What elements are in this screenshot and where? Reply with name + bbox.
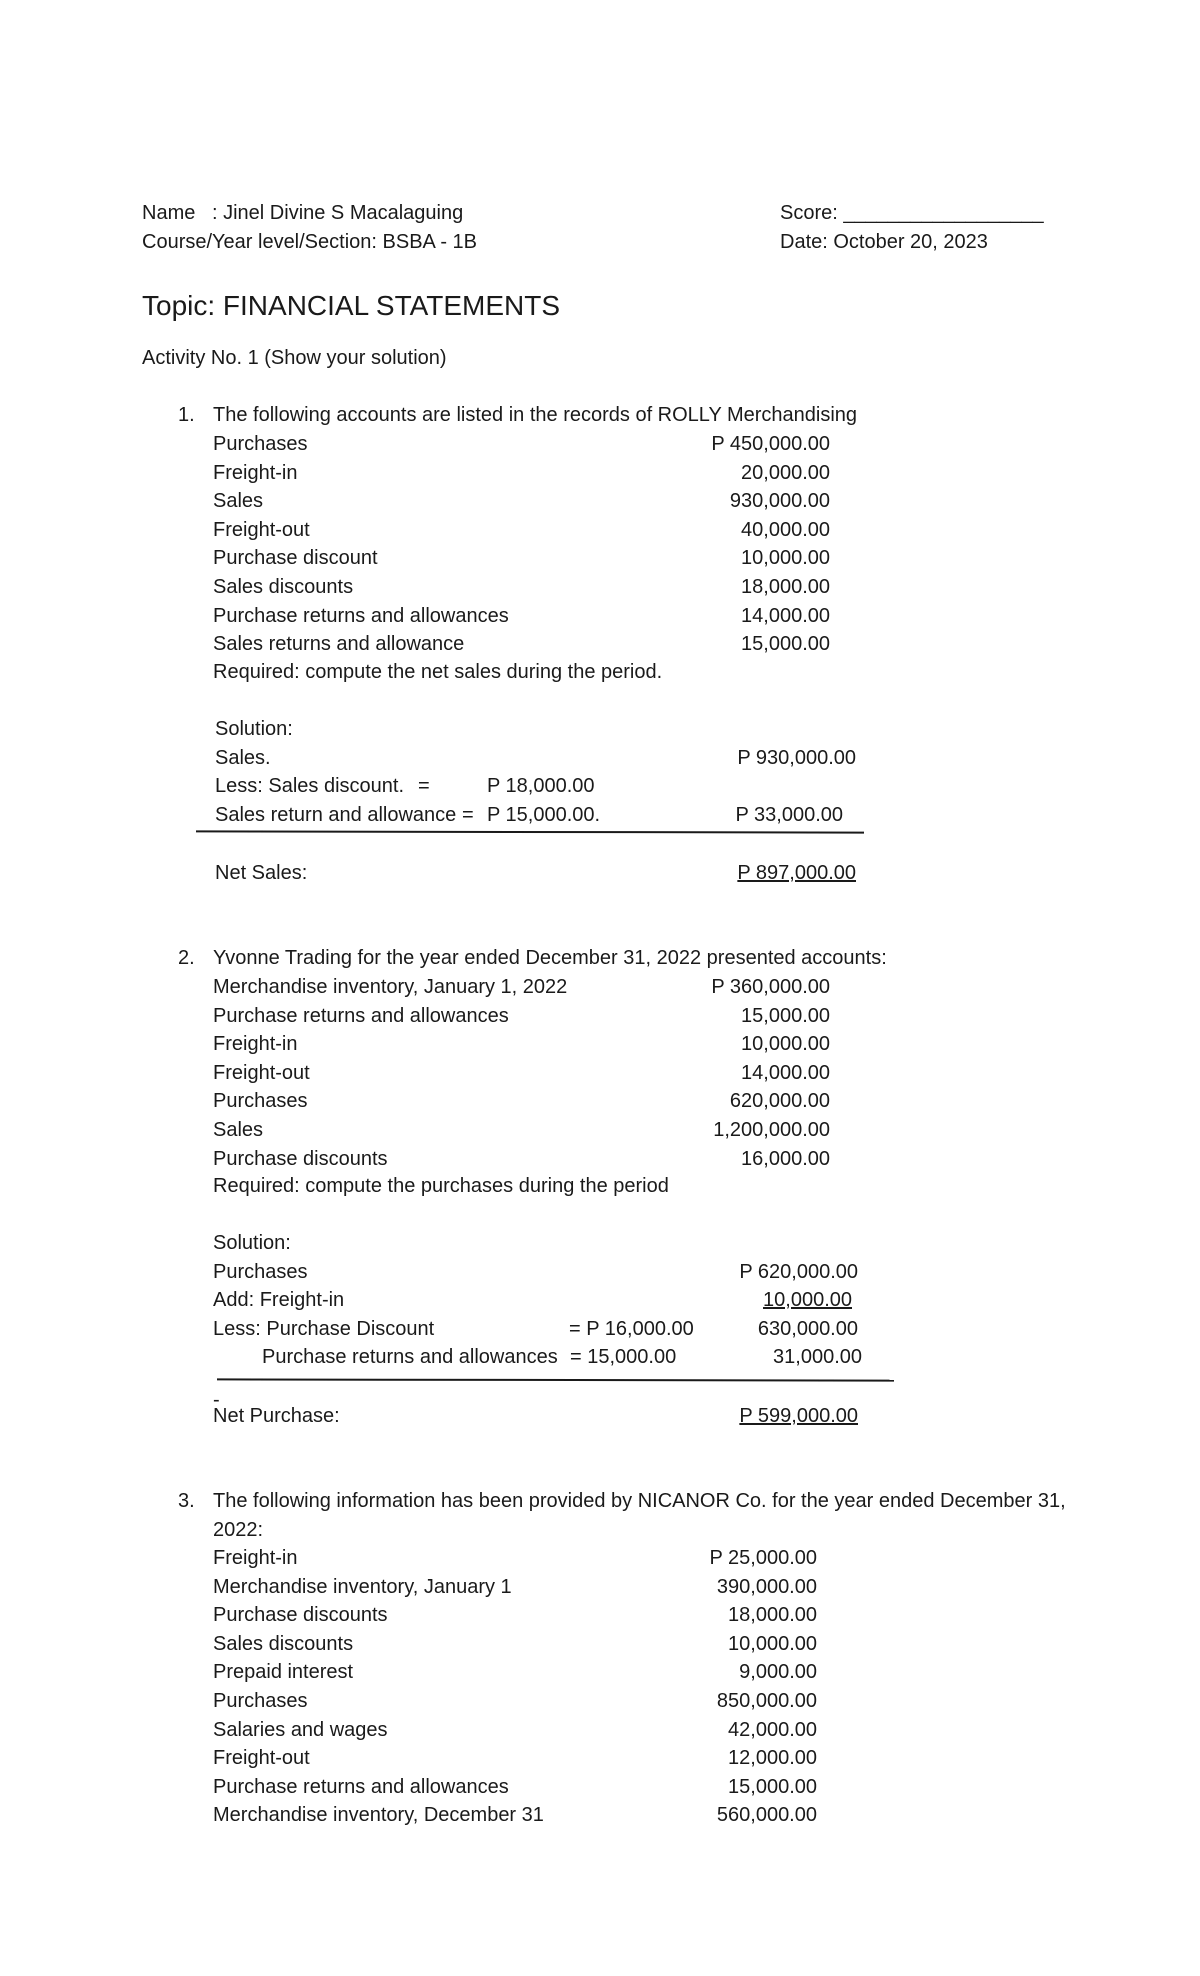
q2-item-label: Purchase returns and allowances bbox=[213, 1004, 509, 1027]
q1-less-value: P 18,000.00 bbox=[487, 775, 595, 797]
q1-item-label: Sales bbox=[213, 490, 264, 513]
q2-item-label: Merchandise inventory, January 1, 2022 bbox=[213, 976, 568, 998]
q2-item-value: 10,000.00 bbox=[741, 1033, 830, 1056]
q2-text: Yvonne Trading for the year ended December 31, 2022 presented accounts: bbox=[213, 947, 887, 969]
q2-return-mid: = 15,000.00 bbox=[570, 1346, 677, 1368]
q2-item-value: 1,200,000.00 bbox=[713, 1119, 830, 1141]
q2-net-label: Net Purchase: bbox=[213, 1405, 340, 1427]
q3-item-label: Freight-out bbox=[213, 1747, 310, 1770]
q3-number: 3. bbox=[178, 1490, 195, 1512]
q2-item-label: Sales bbox=[213, 1119, 264, 1141]
q1-return-total: P 33,000.00 bbox=[735, 804, 843, 826]
q3-item-value: 9,000.00 bbox=[739, 1661, 817, 1684]
q1-item-value: 40,000.00 bbox=[741, 518, 830, 541]
q2-item-label: Purchase discounts bbox=[213, 1147, 388, 1170]
page-title: Topic: FINANCIAL STATEMENTS bbox=[142, 290, 560, 321]
q1-return-label: Sales return and allowance bbox=[215, 804, 457, 826]
q2-item-value: 620,000.00 bbox=[729, 1090, 830, 1113]
q1-item-value: 18,000.00 bbox=[741, 576, 830, 598]
q1-item-value: 14,000.00 bbox=[741, 604, 830, 627]
q1-return-value: P 15,000.00. bbox=[487, 804, 601, 826]
q2-item-value: 16,000.00 bbox=[741, 1147, 830, 1170]
q3-item-label: Purchases bbox=[213, 1690, 308, 1712]
q1-sales-value: P 930,000.00 bbox=[737, 747, 856, 769]
q3-item-label: Purchase discounts bbox=[213, 1604, 388, 1627]
q3-item-value: 15,000.00 bbox=[728, 1775, 817, 1798]
q2-total-rule bbox=[217, 1378, 894, 1381]
q1-item-value: 930,000.00 bbox=[729, 490, 830, 513]
q1-less-label: Less: Sales discount. bbox=[215, 775, 404, 797]
q2-item-label: Freight-out bbox=[213, 1061, 310, 1084]
q2-add-label: Add: Freight-in bbox=[213, 1289, 345, 1311]
q2-less-mid: = P 16,000.00 bbox=[569, 1318, 694, 1340]
q3-item-label: Purchase returns and allowances bbox=[213, 1775, 509, 1798]
q3-item-label: Prepaid interest bbox=[213, 1661, 354, 1684]
q2-add-value: 10,000.00 bbox=[763, 1289, 852, 1311]
name-value: : Jinel Divine S Macalaguing bbox=[212, 202, 464, 224]
q1-total-rule bbox=[196, 830, 864, 833]
q2-purchases-label: Purchases bbox=[213, 1261, 308, 1283]
q2-item-label: Purchases bbox=[213, 1090, 308, 1113]
q3-item-label: Sales discounts bbox=[213, 1632, 354, 1655]
q1-item-value: 10,000.00 bbox=[741, 547, 830, 570]
q1-less-eq: = bbox=[418, 775, 430, 797]
q3-item-label: Freight-in bbox=[213, 1547, 298, 1569]
q3-item-value: 18,000.00 bbox=[728, 1604, 817, 1627]
q3-item-value: 42,000.00 bbox=[728, 1718, 817, 1741]
q1-text: The following accounts are listed in the records of ROLLY Merchandising bbox=[213, 404, 858, 426]
q1-required: Required: compute the net sales during the period. bbox=[213, 661, 663, 683]
q3-item-label: Merchandise inventory, December 31 bbox=[213, 1804, 544, 1827]
q3-item-value: 560,000.00 bbox=[716, 1804, 817, 1827]
q2-required: Required: compute the purchases during the period bbox=[213, 1175, 669, 1197]
q2-dash: - bbox=[213, 1389, 220, 1411]
date-line: Date: October 20, 2023 bbox=[780, 231, 988, 253]
activity-line: Activity No. 1 (Show your solution) bbox=[142, 347, 447, 369]
q1-sales-label: Sales. bbox=[215, 747, 271, 769]
q1-item-value: 15,000.00 bbox=[741, 633, 830, 656]
q2-item-value: P 360,000.00 bbox=[711, 976, 830, 998]
q2-less-label: Less: Purchase Discount bbox=[213, 1318, 435, 1340]
q3-item-label: Salaries and wages bbox=[213, 1718, 388, 1741]
q2-return-value: 31,000.00 bbox=[773, 1346, 862, 1368]
q2-item-label: Freight-in bbox=[213, 1033, 298, 1056]
q3-item-value: 850,000.00 bbox=[716, 1690, 817, 1712]
course-line: Course/Year level/Section: BSBA - 1B bbox=[142, 231, 477, 253]
name-label: Name bbox=[142, 202, 196, 224]
q3-text-line1: The following information has been provided by NICANOR Co. for the year ended December 31, bbox=[213, 1490, 1066, 1512]
q3-text-line2: 2022: bbox=[213, 1519, 264, 1541]
q2-number: 2. bbox=[178, 947, 195, 969]
q1-item-label: Purchase returns and allowances bbox=[213, 604, 509, 627]
q1-return-eq: = bbox=[462, 804, 474, 826]
q2-return-label: Purchase returns and allowances bbox=[262, 1346, 558, 1368]
q1-item-label: Purchases bbox=[213, 433, 308, 455]
score-line: Score: __________________ bbox=[780, 202, 1044, 224]
q3-item-value: 12,000.00 bbox=[728, 1747, 817, 1770]
q1-number: 1. bbox=[178, 404, 195, 426]
q2-net-value: P 599,000.00 bbox=[739, 1405, 858, 1427]
q1-item-value: 20,000.00 bbox=[741, 461, 830, 484]
q2-less-value: 630,000.00 bbox=[757, 1318, 858, 1340]
q2-item-value: 14,000.00 bbox=[741, 1061, 830, 1084]
q1-net-value: P 897,000.00 bbox=[737, 862, 856, 884]
q3-item-value: P 25,000.00 bbox=[709, 1547, 817, 1569]
q3-item-value: 390,000.00 bbox=[716, 1575, 817, 1598]
q2-solution-heading: Solution: bbox=[213, 1232, 291, 1254]
q1-item-label: Sales discounts bbox=[213, 576, 354, 598]
q1-net-label: Net Sales: bbox=[215, 862, 308, 884]
q1-item-label: Freight-in bbox=[213, 461, 298, 484]
q1-item-label: Freight-out bbox=[213, 518, 310, 541]
q3-item-value: 10,000.00 bbox=[728, 1632, 817, 1655]
q1-solution-heading: Solution: bbox=[215, 718, 293, 740]
q2-item-value: 15,000.00 bbox=[741, 1004, 830, 1027]
q1-item-label: Sales returns and allowance bbox=[213, 633, 465, 656]
q3-item-label: Merchandise inventory, January 1 bbox=[213, 1575, 512, 1598]
q2-purchases-value: P 620,000.00 bbox=[739, 1261, 858, 1283]
q1-item-label: Purchase discount bbox=[213, 547, 378, 570]
q1-item-value: P 450,000.00 bbox=[711, 433, 830, 455]
